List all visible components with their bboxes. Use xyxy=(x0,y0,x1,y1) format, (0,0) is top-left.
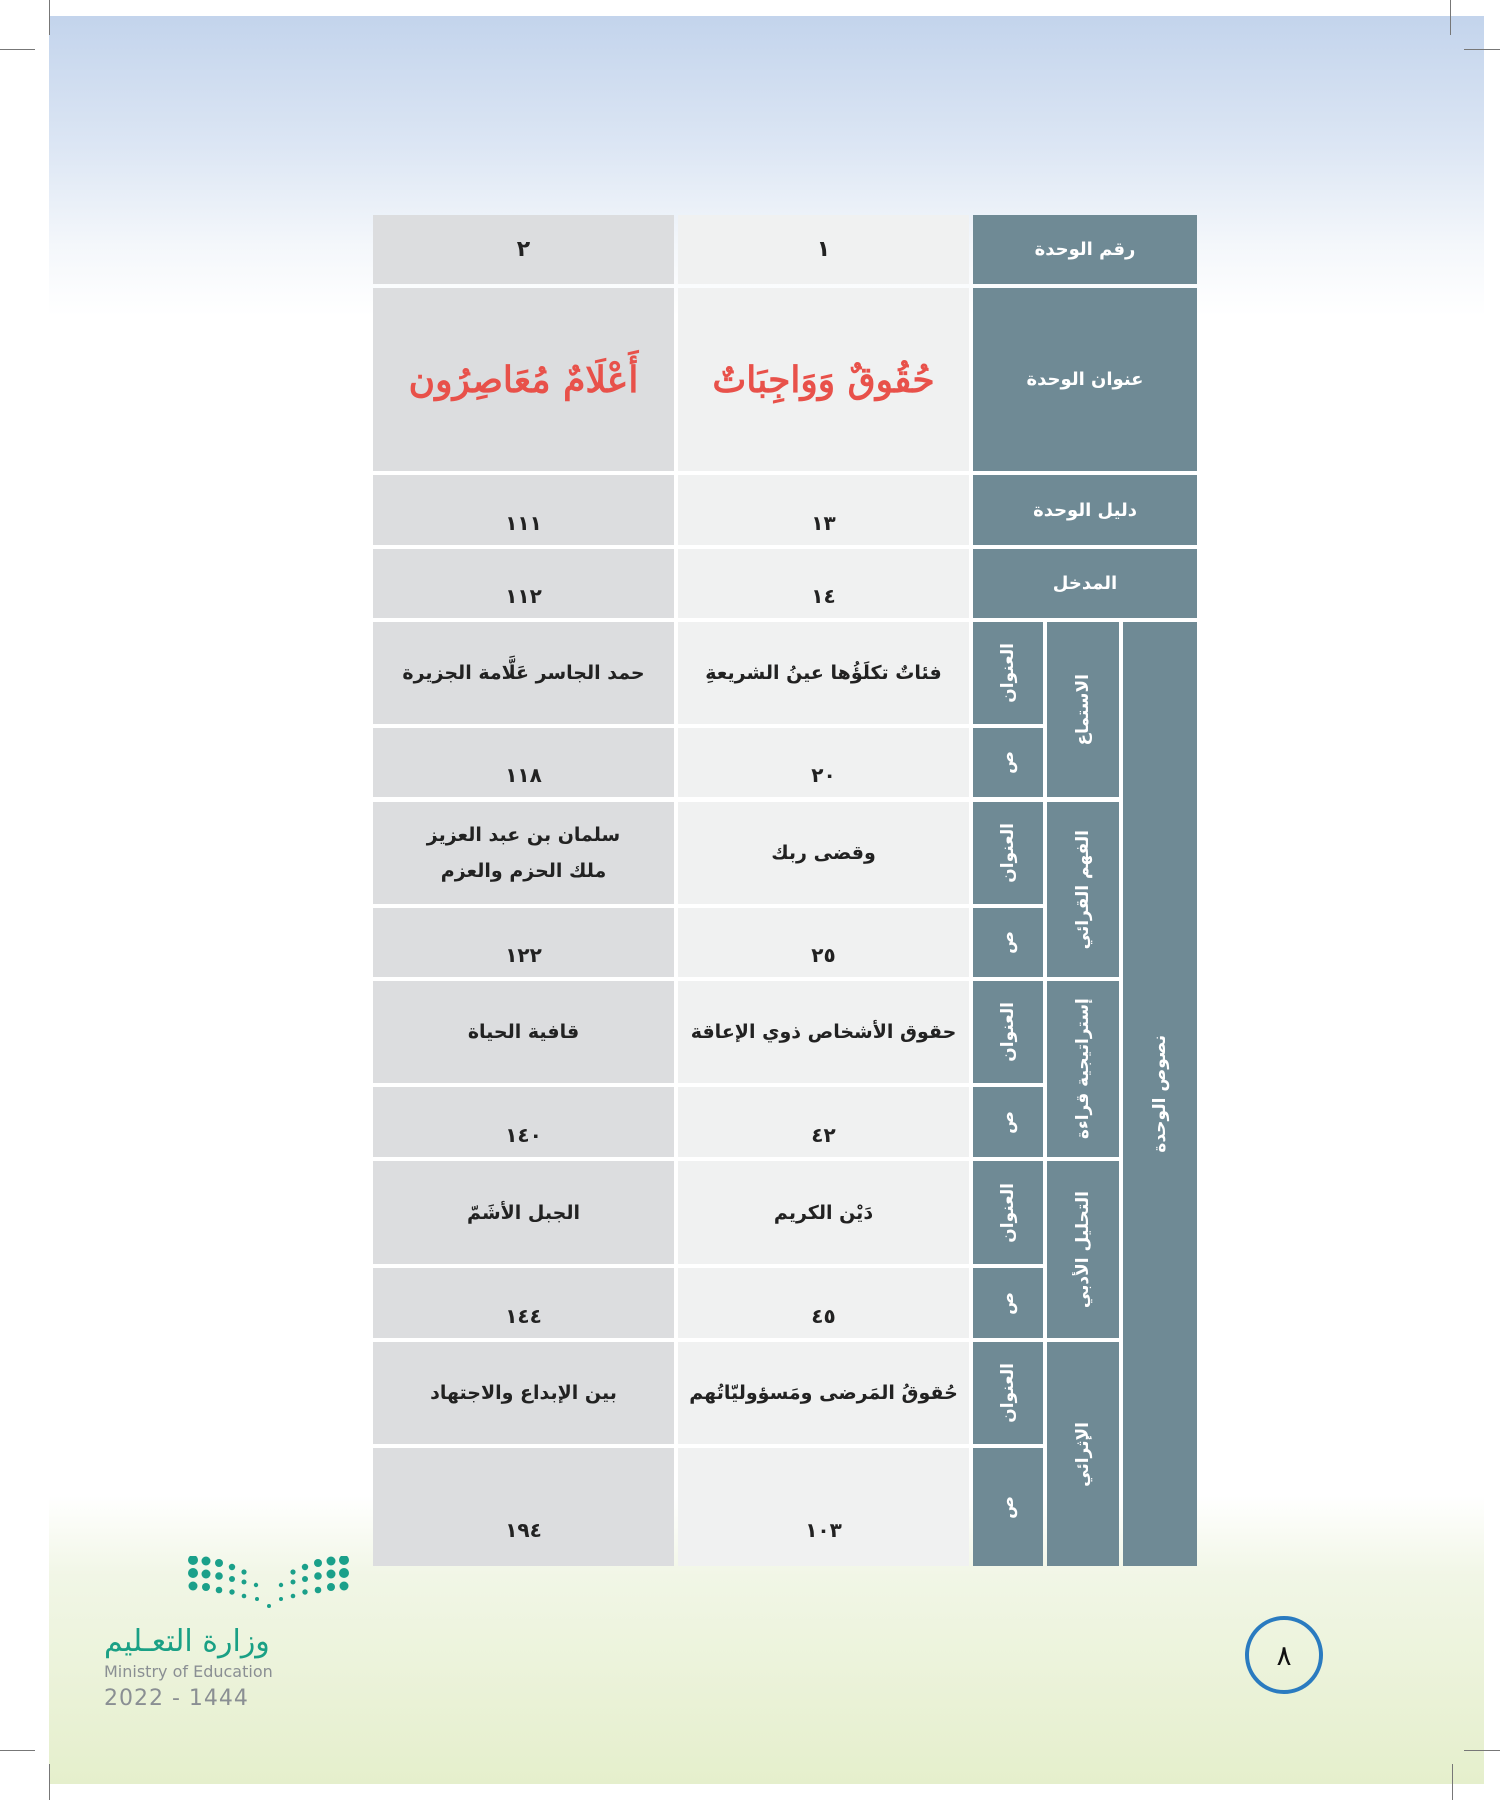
header-unit-number xyxy=(973,215,1197,284)
cell-text-line: ملك الحزم والعزم xyxy=(440,860,607,882)
header-label: عنوان الوحدة xyxy=(1026,369,1144,390)
label-text: ص xyxy=(998,1110,1018,1134)
header-unit-guide xyxy=(973,475,1197,545)
cell-text: ٢ xyxy=(516,237,531,262)
cell-text: ١٩٤ xyxy=(505,1518,542,1542)
crop-mark xyxy=(1464,49,1500,50)
label-text: ص xyxy=(998,1291,1018,1315)
label-title xyxy=(973,802,1043,904)
unit-2-analysis-title xyxy=(373,1161,674,1264)
cell-text: حُقُوقٌ وَوَاجِبَاتٌ xyxy=(712,358,935,401)
unit-1-comprehension-title xyxy=(678,802,969,904)
header-label: المدخل xyxy=(1052,573,1118,594)
label-text: ص xyxy=(998,1495,1018,1519)
unit-2-listening-title xyxy=(373,622,674,724)
section-reading-strategy xyxy=(1047,981,1119,1157)
unit-1-strategy-title xyxy=(678,981,969,1083)
unit-2-strategy-title xyxy=(373,981,674,1083)
unit-1-listening-page xyxy=(678,728,969,797)
unit-1-title xyxy=(678,288,969,471)
unit-1-analysis-title xyxy=(678,1161,969,1264)
label-text: ص xyxy=(998,751,1018,774)
unit-1-analysis-page xyxy=(678,1268,969,1338)
cell-text: ٤٥ xyxy=(811,1304,836,1328)
unit-2-enrichment-page xyxy=(373,1448,674,1566)
header-label: رقم الوحدة xyxy=(1034,239,1136,260)
label-page xyxy=(973,728,1043,797)
label-title xyxy=(973,622,1043,724)
crop-mark xyxy=(1452,1764,1453,1800)
ministry-name-arabic: وزارة التعـليم xyxy=(104,1624,270,1659)
unit-1-comprehension-page xyxy=(678,908,969,977)
unit-2-title xyxy=(373,288,674,471)
cell-text: ١١٨ xyxy=(505,763,542,787)
cell-text: ١ xyxy=(816,237,831,262)
cell-text: ١٤٤ xyxy=(505,1304,542,1328)
cell-text: بين الإبداع والاجتهاد xyxy=(430,1382,617,1404)
unit-2-strategy-page xyxy=(373,1087,674,1157)
section-label: إستراتيجية قراءة xyxy=(1073,998,1093,1140)
section-label: الإثرائي xyxy=(1073,1421,1093,1487)
ministry-name-english: Ministry of Education xyxy=(104,1662,273,1681)
unit-1-listening-title xyxy=(678,622,969,724)
header-introduction xyxy=(973,549,1197,618)
cell-text: حقوق الأشخاص ذوي الإعاقة xyxy=(690,1021,957,1043)
unit-1-number xyxy=(678,215,969,284)
label-page xyxy=(973,1087,1043,1157)
dots-logo-icon xyxy=(186,1556,356,1616)
label-text: العنوان xyxy=(998,1002,1018,1062)
label-page xyxy=(973,1448,1043,1566)
cell-text: قافية الحياة xyxy=(467,1021,580,1043)
cell-text: ١١١ xyxy=(505,511,542,535)
section-listening xyxy=(1047,622,1119,797)
cell-text: ١٤ xyxy=(811,584,836,608)
ministry-logo-icon xyxy=(186,1556,356,1620)
cell-text: ١٤٠ xyxy=(505,1123,542,1147)
cell-text: دَيْن الكريم xyxy=(773,1201,874,1224)
label-page xyxy=(973,1268,1043,1338)
cell-text: ٢٥ xyxy=(811,943,836,967)
crop-mark xyxy=(1464,1750,1500,1751)
unit-2-comprehension-title xyxy=(373,802,674,904)
unit-1-enrichment-title xyxy=(678,1342,969,1444)
section-label: الفهم القرائي xyxy=(1073,829,1093,950)
cell-text: ٢٠ xyxy=(811,763,836,787)
cell-text: ١١٢ xyxy=(505,584,542,608)
unit-2-intro-page xyxy=(373,549,674,618)
unit-1-intro-page xyxy=(678,549,969,618)
crop-mark xyxy=(0,49,35,50)
cell-text: فئاتٌ تكلَؤُها عينُ الشريعةِ xyxy=(705,662,942,684)
unit-2-number xyxy=(373,215,674,284)
cell-text: ١٣ xyxy=(811,511,836,535)
section-reading-comprehension xyxy=(1047,802,1119,977)
cell-text: ١٢٢ xyxy=(505,943,542,967)
crop-mark xyxy=(0,1750,35,1751)
header-label: نصوص الوحدة xyxy=(1150,1035,1170,1153)
section-enrichment xyxy=(1047,1342,1119,1566)
label-text: ص xyxy=(998,931,1018,954)
cell-text: وقضى ربك xyxy=(771,842,876,864)
label-title xyxy=(973,1342,1043,1444)
header-label: دليل الوحدة xyxy=(1033,499,1137,521)
cell-text-line: سلمان بن عبد العزيز xyxy=(426,824,621,846)
unit-1-guide-page xyxy=(678,475,969,545)
label-text: العنوان xyxy=(998,1182,1018,1243)
unit-1-strategy-page xyxy=(678,1087,969,1157)
label-title xyxy=(973,981,1043,1083)
header-unit-texts xyxy=(1123,622,1197,1566)
unit-2-listening-page xyxy=(373,728,674,797)
crop-mark xyxy=(49,1764,50,1800)
cell-text: أَعْلَامٌ مُعَاصِرُون xyxy=(408,358,639,401)
crop-mark xyxy=(49,0,50,35)
label-page xyxy=(973,908,1043,977)
cell-text: الجبل الأشَمّ xyxy=(467,1201,580,1224)
label-title xyxy=(973,1161,1043,1264)
cell-text: حُقوقُ المَرضى ومَسؤوليّاتُهم xyxy=(689,1382,958,1404)
page-number-badge xyxy=(1245,1616,1323,1694)
page-number: ٨ xyxy=(1276,1638,1292,1672)
section-label: التحليل الأدبي xyxy=(1073,1190,1093,1309)
unit-2-enrichment-title xyxy=(373,1342,674,1444)
unit-2-comprehension-page xyxy=(373,908,674,977)
cell-text: ٤٢ xyxy=(811,1123,836,1147)
label-text: العنوان xyxy=(998,823,1018,883)
unit-2-guide-page xyxy=(373,475,674,545)
header-unit-title xyxy=(973,288,1197,471)
edition-year: 2022 - 1444 xyxy=(104,1686,249,1711)
unit-2-analysis-page xyxy=(373,1268,674,1338)
cell-text: ١٠٣ xyxy=(805,1518,842,1542)
crop-mark xyxy=(1450,0,1451,35)
unit-1-enrichment-page xyxy=(678,1448,969,1566)
section-literary-analysis xyxy=(1047,1161,1119,1338)
cell-text: حمد الجاسر عَلَّامة الجزيرة xyxy=(402,662,645,684)
label-text: العنوان xyxy=(998,643,1018,703)
section-label: الاستماع xyxy=(1073,673,1093,746)
label-text: العنوان xyxy=(998,1363,1018,1423)
